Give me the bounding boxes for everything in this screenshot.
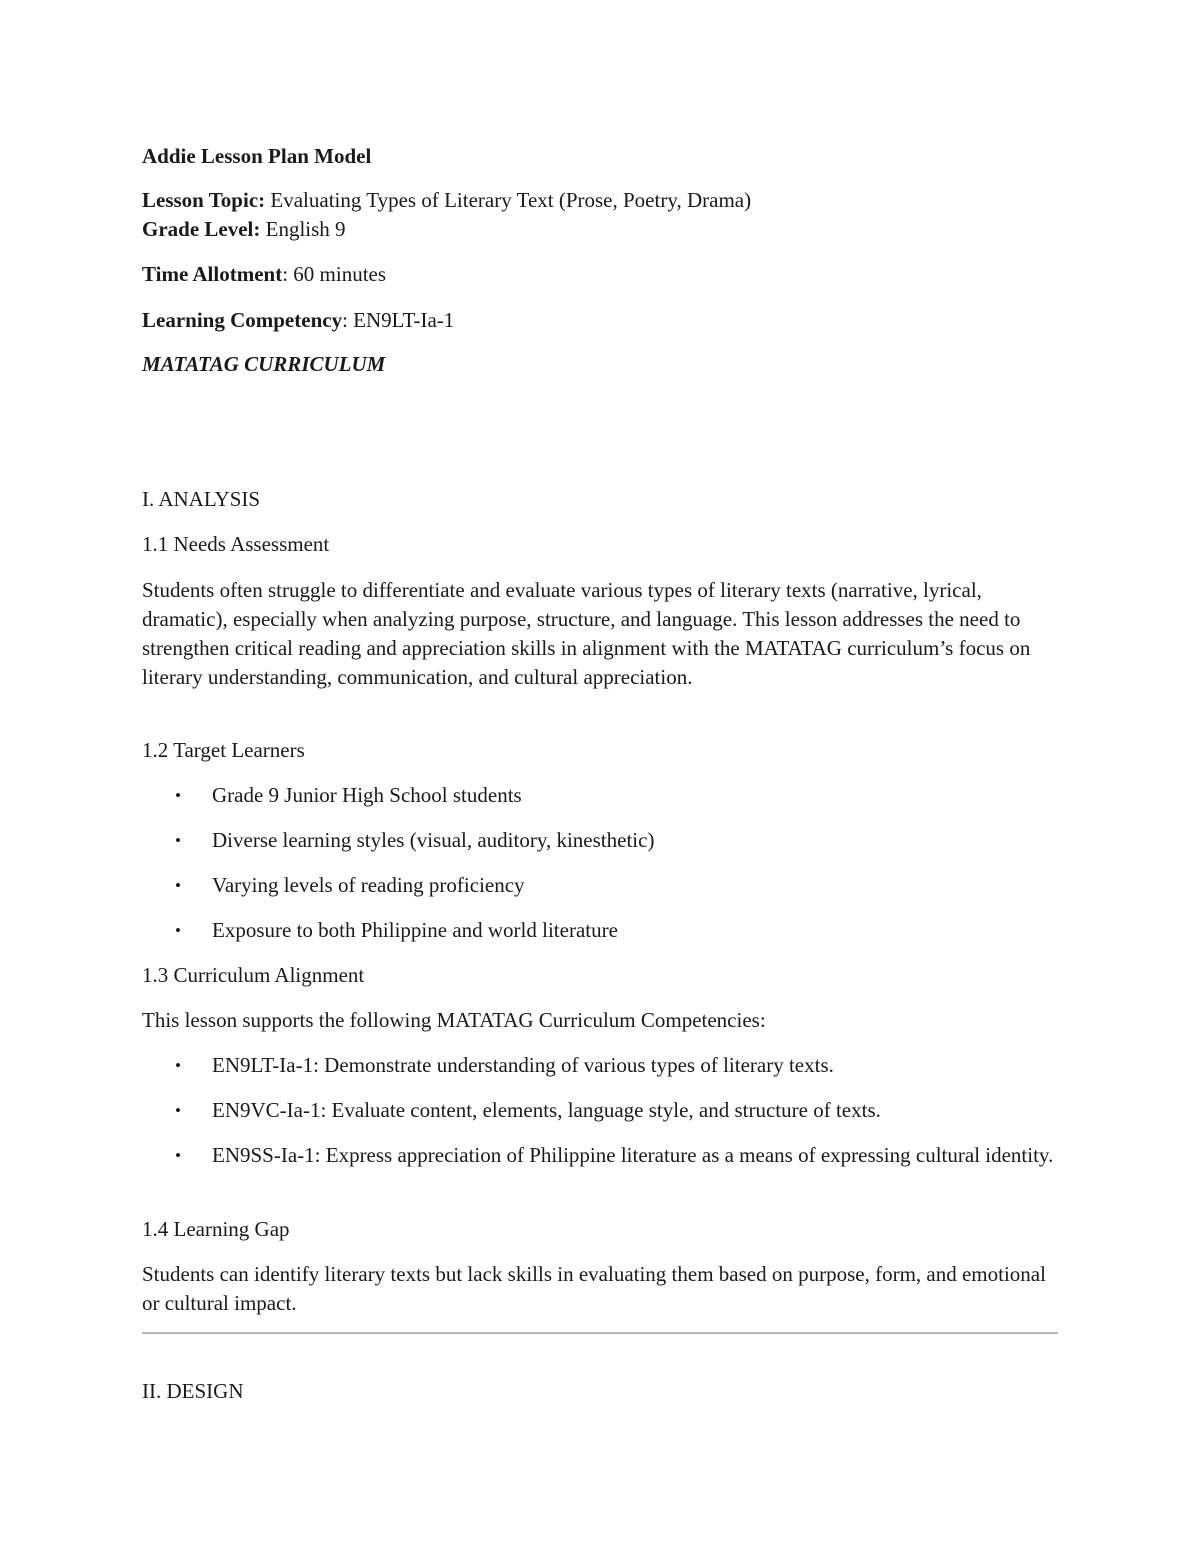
curriculum-name: MATATAG CURRICULUM <box>142 352 386 376</box>
lesson-topic-value: Evaluating Types of Literary Text (Prose, Poetry, Drama) <box>265 188 752 212</box>
document-title: Addie Lesson Plan Model <box>142 144 372 168</box>
list-item <box>142 871 1058 900</box>
time-allotment-line <box>142 260 386 289</box>
list-item <box>142 826 1058 855</box>
lesson-topic-line <box>142 186 751 215</box>
list-item-text: Diverse learning styles (visual, auditory, kinesthetic) <box>212 828 655 852</box>
analysis-heading: I. ANALYSIS <box>142 487 261 511</box>
learning-gap-heading: 1.4 Learning Gap <box>142 1217 290 1241</box>
learning-competency-value: : EN9LT-Ia-1 <box>342 308 455 332</box>
bullet-icon: • <box>175 831 181 850</box>
learning-competency-label: Learning Competency <box>142 308 343 332</box>
curriculum-alignment-heading: 1.3 Curriculum Alignment <box>142 963 365 987</box>
bullet-icon: • <box>175 921 181 940</box>
time-allotment-label: Time Allotment <box>142 262 283 286</box>
bullet-icon: • <box>175 1146 181 1165</box>
list-item <box>142 916 1058 945</box>
competencies-list <box>142 1051 1058 1170</box>
bullet-icon: • <box>175 786 181 805</box>
curriculum-alignment-intro: This lesson supports the following MATATAG Curriculum Competencies: <box>142 1008 766 1032</box>
list-item-text: EN9SS-Ia-1: Express appreciation of Philippine literature as a means of expressing cultural identity. <box>212 1143 1054 1167</box>
list-item-text: Varying levels of reading proficiency <box>212 873 525 897</box>
list-item <box>142 781 1058 810</box>
section-divider <box>142 1332 1058 1334</box>
bullet-icon: • <box>175 876 181 895</box>
list-item <box>142 1096 1058 1125</box>
time-allotment-value: : 60 minutes <box>282 262 387 286</box>
list-item <box>142 1141 1058 1170</box>
target-learners-heading: 1.2 Target Learners <box>142 738 305 762</box>
list-item-text: Grade 9 Junior High School students <box>212 783 522 807</box>
target-learners-list <box>142 781 1058 945</box>
needs-assessment-heading: 1.1 Needs Assessment <box>142 532 330 556</box>
list-item-text: Exposure to both Philippine and world literature <box>212 918 618 942</box>
list-item-text: EN9VC-Ia-1: Evaluate content, elements, language style, and structure of texts. <box>212 1098 881 1122</box>
learning-competency-line <box>142 306 454 335</box>
grade-level-value: English 9 <box>260 217 346 241</box>
grade-level-line <box>142 215 346 244</box>
list-item <box>142 1051 1058 1080</box>
learning-gap-text: Students can identify literary texts but lack skills in evaluating them based on purpose, form, and emotional or cultural impact. <box>142 1262 1046 1315</box>
design-heading: II. DESIGN <box>142 1379 244 1403</box>
grade-level-label: Grade Level: <box>142 217 261 241</box>
bullet-icon: • <box>175 1101 181 1120</box>
needs-assessment-text: Students often struggle to differentiate and evaluate various types of literary texts (narrative, lyrical, dramatic), especially when analyzing purpose, structure, and language. This lesson addresses the need to strengthen critical reading and appreciation skills in alignment with the MATATAG curriculum’s focus on literary understanding, communication, and cultural appreciation. <box>142 578 1031 689</box>
list-item-text: EN9LT-Ia-1: Demonstrate understanding of various types of literary texts. <box>212 1053 834 1077</box>
bullet-icon: • <box>175 1056 181 1075</box>
lesson-topic-label: Lesson Topic: <box>142 188 266 212</box>
